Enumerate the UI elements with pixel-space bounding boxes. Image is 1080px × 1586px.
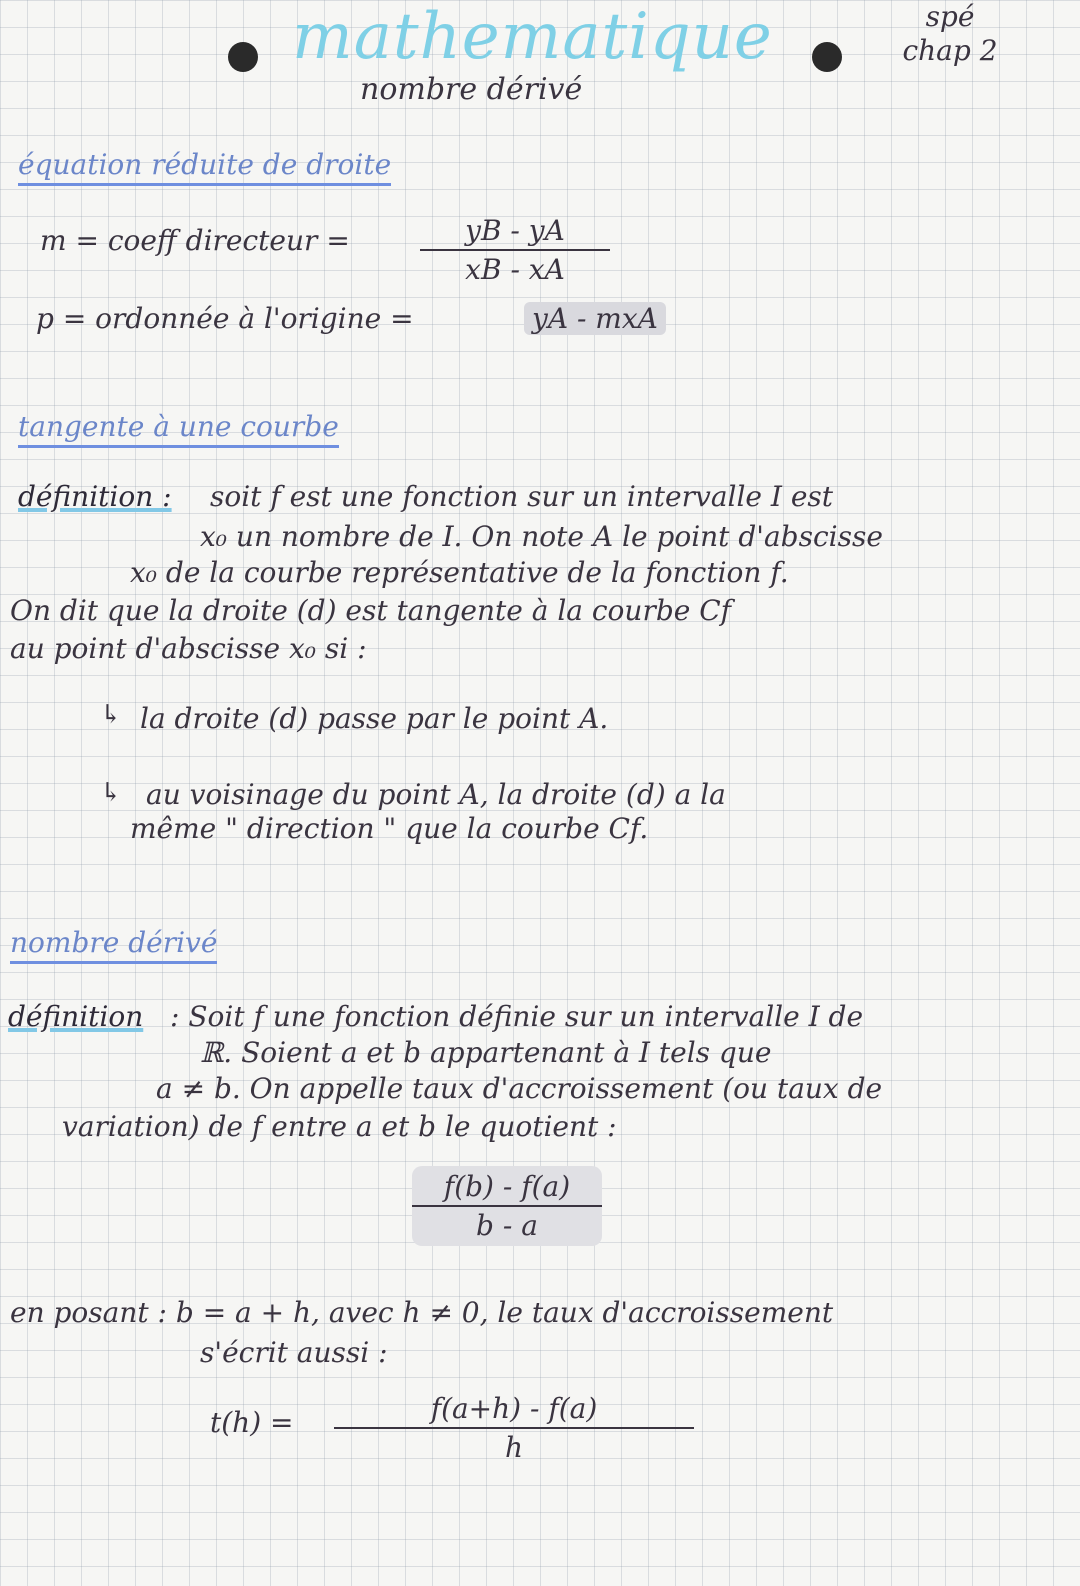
page-title: mathematique (292, 0, 773, 74)
p-formula: yA - mxA (524, 302, 666, 335)
derive-line-5: en posant : b = a + h, avec h ≠ 0, le taux d'accroissement (10, 1296, 834, 1329)
section-heading-nombre-derive: nombre dérivé (10, 926, 217, 964)
tangent-def-line-2: x₀ un nombre de I. On note A le point d'abscisse (200, 520, 883, 553)
derive-def-line-4: variation) de f entre a et b le quotient : (62, 1110, 617, 1143)
derive-def-line-1: : Soit f une fonction définie sur un intervalle I de (170, 1000, 864, 1033)
tangent-def-line-5: au point d'abscisse x₀ si : (10, 632, 367, 665)
binder-hole-right (812, 42, 842, 72)
section-heading-tangente: tangente à une courbe (18, 410, 339, 448)
t-numerator: f(a+h) - f(a) (334, 1392, 694, 1429)
definition-label-1: définition : (18, 480, 172, 513)
derive-def-line-2: ℝ. Soient a et b appartenant à I tels que (200, 1036, 772, 1069)
tangent-def-line-1: soit f est une fonction sur un intervalle I est (210, 480, 834, 513)
tangent-condition-2b: même " direction " que la courbe Cf. (130, 812, 649, 845)
t-denominator: h (504, 1431, 524, 1464)
chapter-line-1: spé (925, 0, 975, 33)
m-denominator: xB - xA (465, 253, 565, 286)
tangent-def-line-3: x₀ de la courbe représentative de la fonction f. (130, 556, 789, 589)
definition-label-2: définition (8, 1000, 144, 1033)
binder-hole-left (228, 42, 258, 72)
tangent-condition-2a: au voisinage du point A, la droite (d) a la (146, 778, 726, 811)
tangent-def-line-4: On dit que la droite (d) est tangente à la courbe Cf (10, 594, 732, 627)
p-definition-label: p = ordonnée à l'origine = (36, 302, 414, 335)
t-label: t(h) = (210, 1406, 294, 1439)
quotient-fraction (412, 1166, 602, 1246)
m-numerator: yB - yA (420, 214, 610, 251)
quotient-denominator: b - a (476, 1209, 538, 1242)
page-subtitle: nombre dérivé (360, 72, 583, 107)
tangent-condition-1: la droite (d) passe par le point A. (140, 702, 609, 735)
derive-def-line-3: a ≠ b. On appelle taux d'accroissement (ou taux de (156, 1072, 883, 1105)
arrow-icon: ↳ (100, 778, 122, 808)
section-heading-droite: équation réduite de droite (18, 148, 391, 186)
m-fraction (420, 214, 610, 286)
chapter-label (890, 0, 1010, 68)
chapter-line-2: chap 2 (902, 34, 998, 67)
t-fraction (334, 1392, 694, 1464)
quotient-numerator: f(b) - f(a) (412, 1170, 602, 1207)
derive-line-6: s'écrit aussi : (200, 1336, 388, 1369)
m-definition-label: m = coeff directeur = (40, 224, 350, 257)
arrow-icon: ↳ (100, 700, 122, 730)
